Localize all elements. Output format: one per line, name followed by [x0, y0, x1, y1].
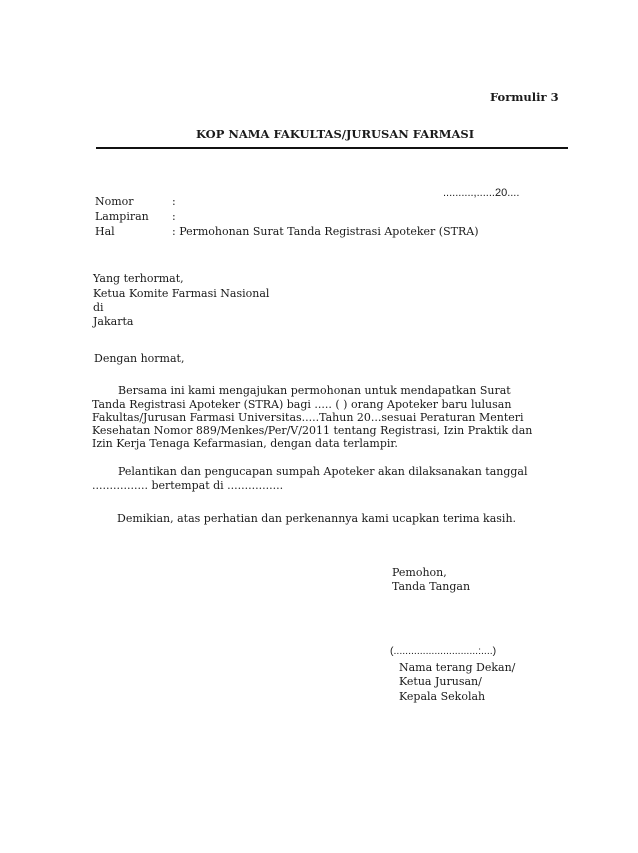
letterhead-title: KOP NAMA FAKULTAS/JURUSAN FARMASI: [196, 127, 475, 141]
letterhead-divider: [96, 147, 568, 149]
lampiran-colon: :: [172, 210, 176, 223]
signature-pemohon: Pemohon,: [392, 566, 447, 579]
nomor-colon: :: [172, 195, 176, 208]
addressee-line: Ketua Komite Farmasi Nasional: [93, 287, 270, 300]
lampiran-label: Lampiran: [95, 210, 149, 223]
paragraph-line: ................ bertempat di ................: [92, 479, 284, 492]
date-placeholder: ..........,......20....: [443, 187, 520, 199]
hal-value: : Permohonan Surat Tanda Registrasi Apoteker (STRA): [172, 225, 479, 238]
paragraph-line: Izin Kerja Tenaga Kefarmasian, dengan data terlampir.: [92, 437, 398, 450]
salutation: Dengan hormat,: [94, 352, 185, 365]
addressee-line: Yang terhormat,: [93, 272, 184, 285]
signatory-line: Nama terang Dekan/: [399, 661, 516, 674]
signature-blank: (.............................:....): [390, 645, 497, 657]
addressee-line: Jakarta: [93, 315, 134, 328]
addressee-line: di: [93, 301, 104, 314]
form-number-label: Formulir 3: [490, 90, 559, 104]
signatory-line: Kepala Sekolah: [399, 690, 486, 703]
paragraph-line: Fakultas/Jurusan Farmasi Universitas.....Tahun 20...sesuai Peraturan Menteri: [92, 411, 524, 424]
closing-sentence: Demikian, atas perhatian dan perkenannya kami ucapkan terima kasih.: [117, 512, 517, 525]
paragraph-line: Kesehatan Nomor 889/Menkes/Per/V/2011 tentang Registrasi, Izin Praktik dan: [92, 424, 533, 437]
hal-label: Hal: [95, 225, 115, 238]
paragraph-line: Pelantikan dan pengucapan sumpah Apoteker akan dilaksanakan tanggal: [118, 465, 528, 478]
signature-tanda-tangan: Tanda Tangan: [392, 580, 471, 593]
nomor-label: Nomor: [95, 195, 134, 208]
signatory-line: Ketua Jurusan/: [399, 675, 482, 688]
paragraph-line: Bersama ini kami mengajukan permohonan untuk mendapatkan Surat: [118, 384, 511, 397]
paragraph-line: Tanda Registrasi Apoteker (STRA) bagi ..... ( ) orang Apoteker baru lulusan: [92, 398, 512, 411]
